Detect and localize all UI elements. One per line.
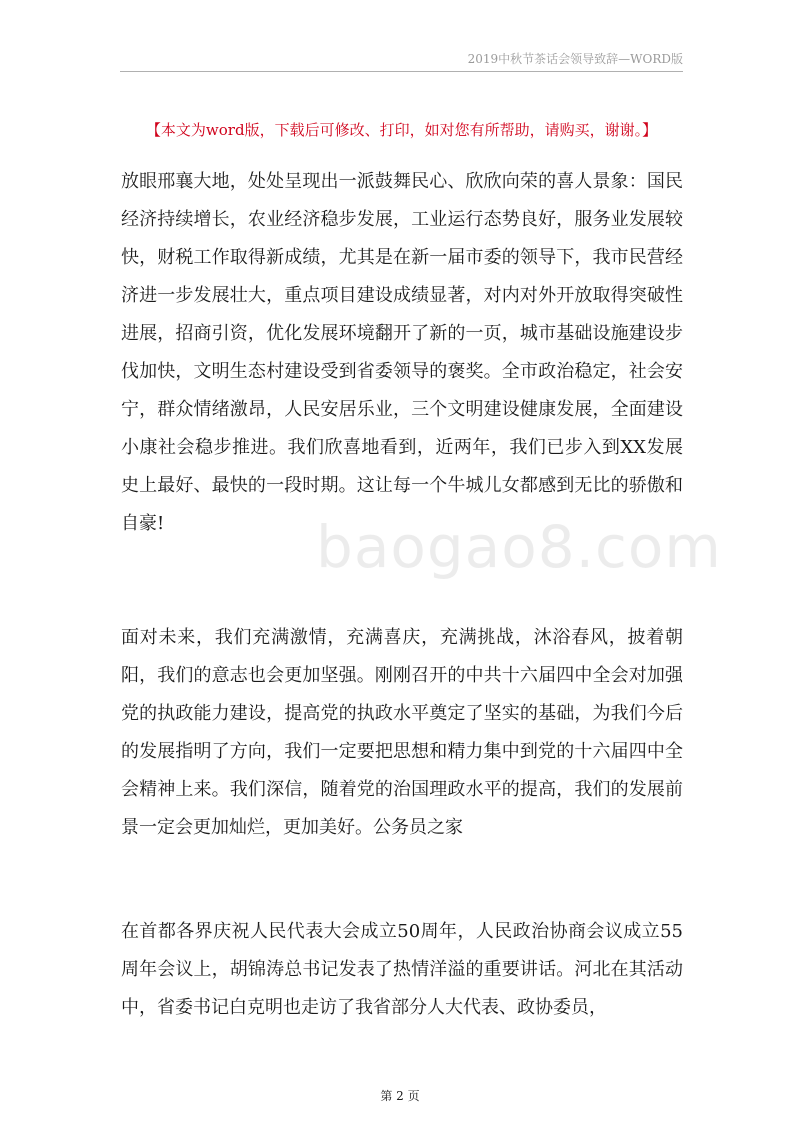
site-watermark: baogao8.com [316,513,722,581]
purchase-notice: 【本文为word版，下载后可修改、打印，如对您有所帮助，请购买，谢谢。】 [145,121,658,139]
paragraph-1: 放眼邢襄大地，处处呈现出一派鼓舞民心、欣欣向荣的喜人景象：国民经济持续增长，农业经济稳步发展，工业运行态势良好，服务业发展较快，财税工作取得新成绩，尤其是在新一届市委的领导下，我市民营经济进一步发展壮大，重点项目建设成绩显著，对内对外开放取得突破性进展，招商引资，优化发展环境翻开了新的一页，城市基础设施建设步伐加快，文明生态村建设受到省委领导的褒奖。全市政治稳定，社会安宁，群众情绪激昂，人民安居乐业，三个文明建设健康发展，全面建设小康社会稳步推进。我们欣喜地看到，近两年，我们已步入到XX发展史上最好、最快的一段时期。这让每一个牛城儿女都感到无比的骄傲和自豪! [121,171,683,534]
header-title: 2019中秋节茶话会领导致辞—WORD版 [467,52,683,66]
paragraph-2: 面对未来，我们充满激情，充满喜庆，充满挑战，沐浴春风，披着朝阳，我们的意志也会更加坚强。刚刚召开的中共十六届四中全会对加强党的执政能力建设，提高党的执政水平奠定了坚实的基础，为我们今后的发展指明了方向，我们一定要把思想和精力集中到党的十六届四中全会精神上来。我们深信，随着党的治国理政水平的提高，我们的发展前景一定会更加灿烂，更加美好。公务员之家 [121,627,683,838]
page-number: 第 2 页 [380,1089,420,1103]
page-header [120,52,683,72]
paragraph-3: 在首都各界庆祝人民代表大会成立50周年，人民政治协商会议成立55 周年会议上，胡锦涛总书记发表了热情洋溢的重要讲话。河北在其活动中，省委书记白克明也走访了我省部分人大代表、政协委员， [121,921,683,1018]
page-footer [0,1088,800,1104]
